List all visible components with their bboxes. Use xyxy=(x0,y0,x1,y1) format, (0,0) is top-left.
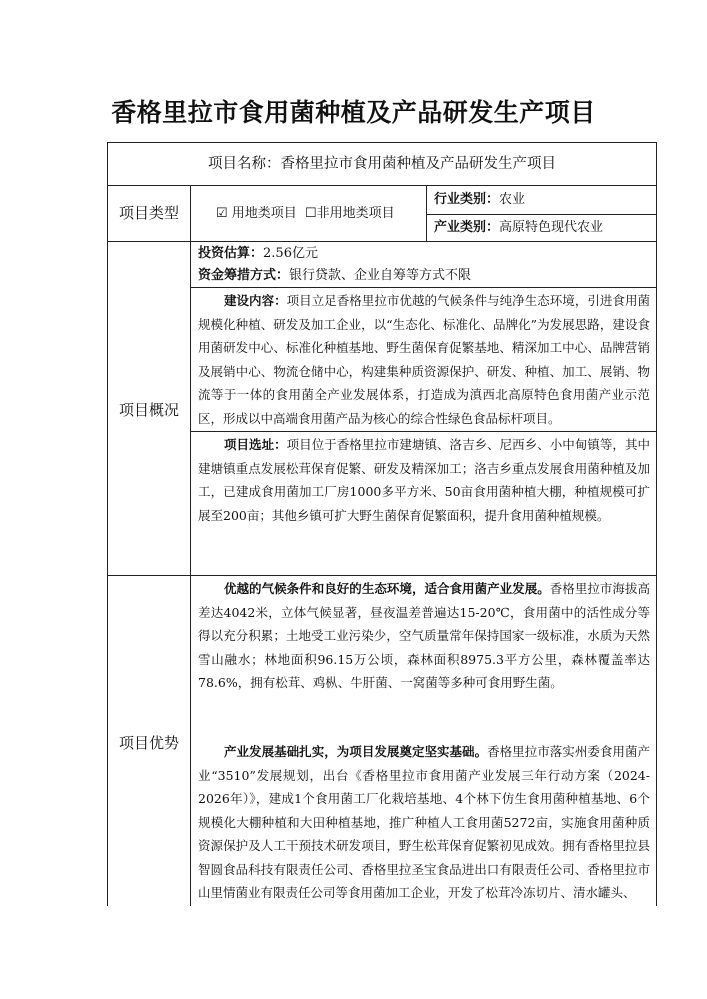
column-divider xyxy=(426,185,427,241)
advantage-climate-text: 香格里拉市海拔高差达4042米，立体气候显著，昼夜温差普遍达15-20℃，食用菌中的活性成分等得以充分积累；土地受工业污染少，空气质量常年保持国家一级标准，水质为天然雪山融水；林地面积96.15万公顷，森林面积8975.3平方公里，森林覆盖率达78.6%，拥有松茸、鸡枞、牛肝菌、一窝菌等多种可食用野生菌。 xyxy=(198,581,650,690)
sector-label: 产业类别： xyxy=(434,220,500,235)
advantages-label: 项目优势 xyxy=(118,734,179,752)
sector-category xyxy=(434,217,603,239)
land-use-option: 用地类项目 xyxy=(231,206,297,221)
column-divider xyxy=(190,185,191,906)
industry-value: 农业 xyxy=(499,192,526,207)
investment-estimate xyxy=(198,243,318,265)
checked-box-icon[interactable]: ☑ xyxy=(216,206,228,221)
advantage-climate-heading: 优越的气候条件和良好的生态环境，适合食用菌产业发展。 xyxy=(224,581,550,596)
construction-content xyxy=(198,289,650,430)
industry-category xyxy=(434,189,525,211)
sector-value: 高原特色现代农业 xyxy=(499,220,604,235)
advantage-industry-text: 香格里拉市落实州委食用菌产业“3510”发展规划，出台《香格里拉市食用菌产业发展三年行动方案（2024-2026年）》，建成1个食用菌工厂化栽培基地、4个林下仿生食用菌种植基地、6个规模化大棚种植和大田种植基地，推广种植人工食用菌5272亩，实施食用菌种质资源保护及人工干预技术研发项目，野生松茸保育促繁初见成效。拥有香格里拉县智圆食品科技有限责任公司、香格里拉圣宝食品进出口有限责任公司、香格里拉市山里情菌业有限责任公司等食用菌加工企业，开发了松茸冷冻切片、清水罐头、 xyxy=(198,744,650,900)
funding-value: 银行贷款、企业自筹等方式不限 xyxy=(289,268,472,283)
funding-method xyxy=(198,265,471,287)
project-type-options xyxy=(216,203,395,225)
project-name-value: 香格里拉市食用菌种植及产品研发生产项目 xyxy=(280,156,556,172)
construction-text: 项目立足香格里拉市优越的气候条件与纯净生态环境，引进食用菌规模化种植、研发及加工企业，以“生态化、标准化、品牌化”为发展思路，建设食用菌研发中心、标准化种植基地、野生菌保育促繁基地、精深加工中心、品牌营销及展销中心、物流仓储中心，构建集种质资源保护、研发、种植、加工、展销、物流等于一体的食用菌全产业发展体系，打造成为滇西北高原特色食用菌产业示范区，形成以中高端食用菌产品为核心的综合性绿色食品标杆项目。 xyxy=(198,293,650,426)
project-name-label: 项目名称： xyxy=(208,156,281,172)
overview-label: 项目概况 xyxy=(118,401,179,419)
construction-label: 建设内容： xyxy=(224,293,287,308)
project-name-row xyxy=(108,153,656,175)
project-info-table xyxy=(107,142,657,906)
row-divider xyxy=(426,214,656,215)
document-title: 香格里拉市食用菌种植及产品研发生产项目 xyxy=(111,98,596,127)
unchecked-box-icon[interactable]: ☐ xyxy=(304,206,317,221)
non-land-use-option: 非用地类项目 xyxy=(316,206,395,221)
advantage-industry-base xyxy=(198,740,650,905)
site-text: 项目位于香格里拉市建塘镇、洛吉乡、尼西乡、小中甸镇等，其中建塘镇重点发展松茸保育促繁、研发及精深加工；洛吉乡重点发展食用菌种植及加工，已建成食用菌加工厂房1000多平方米、50亩食用菌种植大棚，种植规模可扩展至200亩；其他乡镇可扩大野生菌保育促繁面积，提升食用菌种植规模。 xyxy=(198,437,650,523)
investment-value: 2.56亿元 xyxy=(263,246,318,261)
site-selection xyxy=(198,433,650,527)
funding-label: 资金筹措方式： xyxy=(198,268,290,283)
industry-label: 行业类别： xyxy=(434,192,500,207)
row-divider xyxy=(190,431,656,432)
project-type-label: 项目类型 xyxy=(118,204,179,222)
row-divider xyxy=(190,287,656,288)
investment-label: 投资估算： xyxy=(198,246,264,261)
advantage-climate xyxy=(198,577,650,695)
site-label: 项目选址： xyxy=(224,437,287,452)
advantage-industry-heading: 产业发展基础扎实，为项目发展奠定坚实基础。 xyxy=(224,744,488,759)
